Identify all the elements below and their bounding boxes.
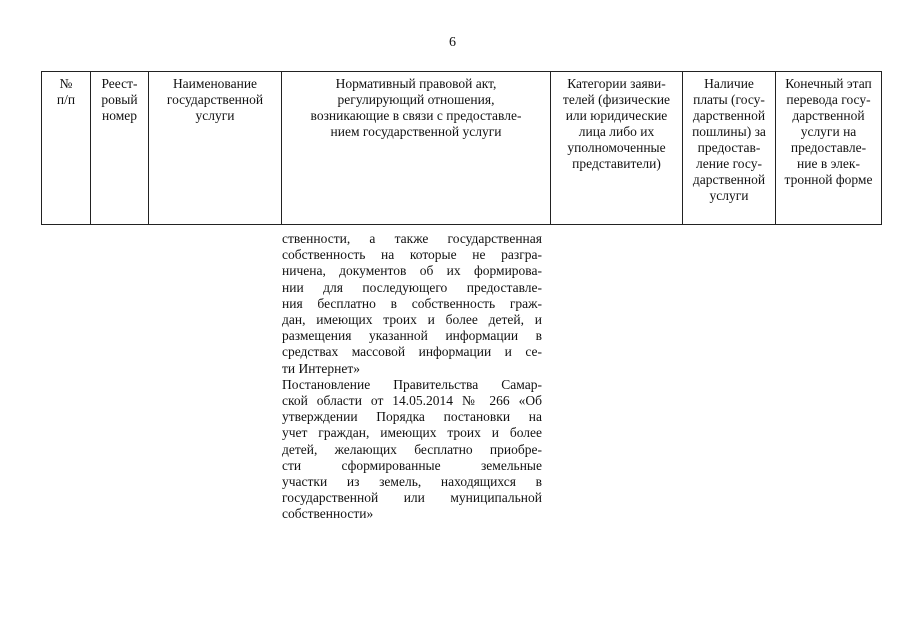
- text-line: номер: [101, 108, 137, 123]
- text-line: детей, желающих бесплатно приобре-: [282, 441, 542, 457]
- text-line: предоставле-: [790, 140, 867, 155]
- text-line: собственности»: [282, 506, 374, 522]
- text-line: сти сформированные земельные: [282, 457, 542, 473]
- text-line: услуги на: [800, 124, 857, 139]
- text-line: дарственной: [692, 108, 766, 123]
- text-line: дан, имеющих троих и более детей, и: [282, 312, 542, 328]
- text-line: ственности, а также государственная: [282, 231, 542, 246]
- legal-act-paragraph-1: [282, 231, 542, 377]
- text-line: услуги: [195, 108, 235, 123]
- text-line: телей (физические: [562, 92, 671, 107]
- text-line: размещения указанной информации в: [282, 328, 542, 344]
- text-line: услуги: [709, 188, 749, 203]
- page-number: 6: [449, 35, 456, 50]
- text-line: Наименование: [172, 76, 258, 91]
- text-line: перевода госу-: [786, 92, 871, 107]
- header-cell-number: [42, 72, 91, 225]
- header-cell-electronic-stage: [776, 72, 882, 225]
- text-line: п/п: [56, 92, 76, 107]
- legal-act-paragraph-2: [282, 377, 542, 523]
- text-line: Постановление Правительства Самар-: [282, 376, 542, 392]
- header-cell-registry-number: [91, 72, 149, 225]
- text-line: Категории заяви-: [567, 76, 666, 91]
- text-line: №: [59, 76, 73, 91]
- header-cell-service-name: [149, 72, 282, 225]
- text-line: Реест-: [101, 76, 138, 91]
- text-line: собственность на которые не разгра-: [282, 247, 542, 263]
- header-cell-applicant-categories: [551, 72, 683, 225]
- text-line: Конечный этап: [785, 76, 872, 91]
- text-line: ния бесплатно в собственность граж-: [282, 295, 542, 311]
- header-cell-legal-act: [282, 72, 551, 225]
- text-line: ровый: [101, 92, 138, 107]
- text-line: участки из земель, находящихся в: [282, 474, 542, 490]
- text-line: представители): [572, 156, 661, 171]
- text-line: регулирующий отношения,: [337, 92, 495, 107]
- text-line: пошлины) за: [692, 124, 766, 139]
- text-line: ской области от 14.05.2014 № 266 «Об: [282, 393, 542, 409]
- text-line: ление госу-: [696, 156, 762, 171]
- legal-act-column-text: [282, 231, 542, 523]
- table-header-row: [42, 72, 882, 225]
- text-line: Наличие: [704, 76, 754, 91]
- text-line: ничена, документов об их формирова-: [282, 263, 542, 279]
- header-cell-fee: [683, 72, 776, 225]
- text-line: государственной или муниципальной: [282, 490, 542, 506]
- text-line: ние в элек-: [797, 156, 860, 171]
- text-line: государственной: [166, 92, 264, 107]
- text-line: утверждении Порядка постановки на: [282, 409, 542, 425]
- text-line: или юридические: [565, 108, 668, 123]
- text-line: Нормативный правовой акт,: [335, 76, 497, 91]
- text-line: предостав-: [697, 140, 761, 155]
- text-line: тронной форме: [784, 172, 873, 187]
- text-line: ти Интернет»: [282, 360, 360, 376]
- text-line: дарственной: [692, 172, 766, 187]
- text-line: платы (госу-: [693, 92, 765, 107]
- text-line: средствах массовой информации и се-: [282, 344, 542, 360]
- text-line: нием государственной услуги: [330, 124, 502, 139]
- text-line: лица либо их: [578, 124, 655, 139]
- text-line: уполномоченные: [567, 140, 666, 155]
- text-line: учет граждан, имеющих троих и более: [282, 425, 542, 441]
- text-line: нии для последующего предоставле-: [282, 279, 542, 295]
- text-line: возникающие в связи с предоставле-: [310, 108, 522, 123]
- services-table-header: [41, 71, 882, 225]
- text-line: дарственной: [792, 108, 865, 123]
